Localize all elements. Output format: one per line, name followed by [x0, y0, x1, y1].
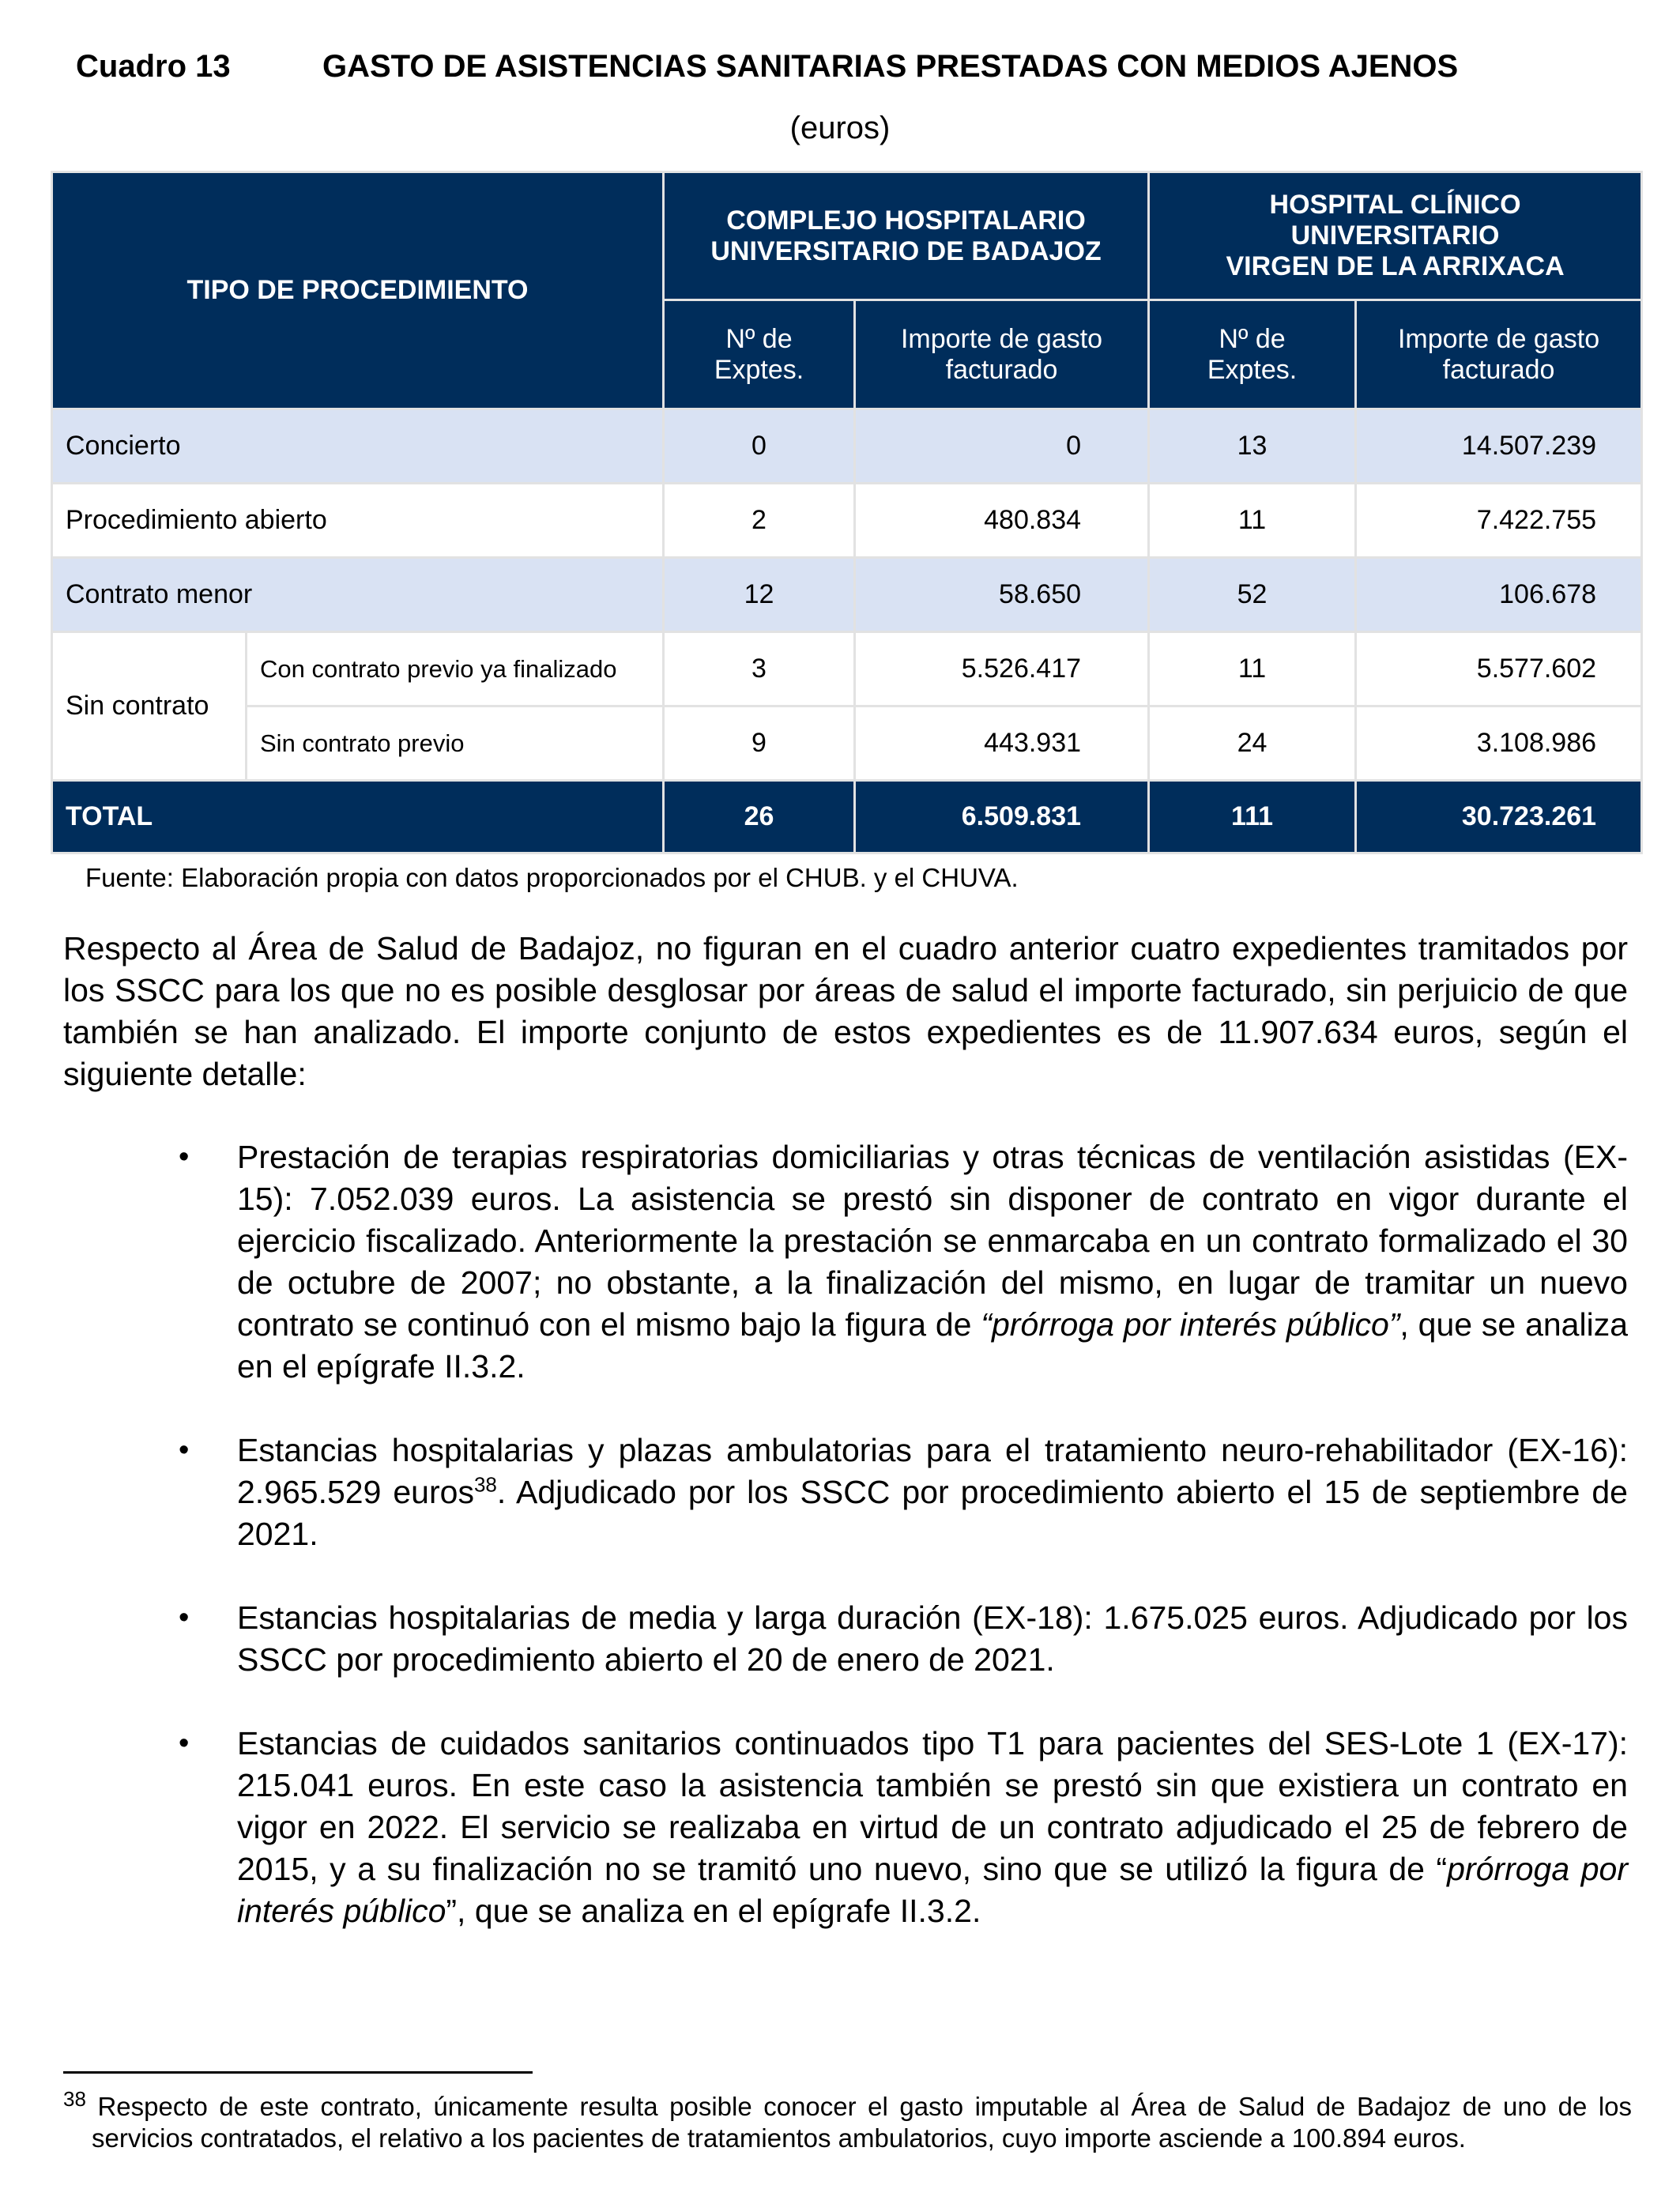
- bullet-icon: •: [179, 1434, 190, 1467]
- footnote-ref[interactable]: 38: [473, 1472, 497, 1497]
- expedientes-list: [63, 1136, 1628, 1974]
- total-imp2: 30.723.261: [1356, 781, 1642, 853]
- table-title: [76, 49, 1625, 85]
- cell-n1: 2: [664, 484, 855, 558]
- header-procedure-type: TIPO DE PROCEDIMIENTO: [52, 172, 664, 409]
- header-line: Importe de gasto: [900, 323, 1103, 354]
- header-num-expedientes-2: [1149, 300, 1356, 409]
- table-row: [52, 558, 1642, 632]
- row-label: Con contrato previo ya finalizado: [247, 632, 664, 706]
- row-label: Sin contrato previo: [247, 706, 664, 781]
- header-line: HOSPITAL CLÍNICO: [1269, 190, 1521, 220]
- expense-table: [51, 171, 1643, 854]
- item-text: , que se analiza en el epígrafe II.3.2.: [237, 1306, 1629, 1385]
- cell-n2: 24: [1149, 706, 1356, 781]
- cell-n1: 12: [664, 558, 855, 632]
- intro-paragraph: Respecto al Área de Salud de Badajoz, no figuran en el cuadro anterior cuatro expedientes tramitados por los SSCC para los que no es posible desglosar por áreas de salud el importe facturado, sin perjuicio de que también se han analizado. El importe conjunto de estos expedientes es de 11.907.634 euros, según el siguiente detalle:: [63, 930, 1628, 1092]
- bullet-icon: •: [179, 1140, 190, 1174]
- list-item: [63, 1723, 1628, 1932]
- row-label: Procedimiento abierto: [52, 484, 664, 558]
- header-line: Nº de: [1219, 323, 1286, 354]
- list-item: [63, 1430, 1628, 1555]
- item-text: Estancias de cuidados sanitarios continuados tipo T1 para pacientes del SES-Lote 1 (EX-17): 215.041 euros. En este caso la asistencia también se prestó sin que existiera un contrato en vigor en 2022. El servicio se realizaba en virtud de un contrato adjudicado el 25 de febrero de 2015, y a su finalización no se tramitó uno nuevo, sino que se utilizó la figura de “: [237, 1725, 1628, 1887]
- header-hospital-badajoz: [664, 172, 1149, 300]
- item-text: ”, que se analiza en el epígrafe II.3.2.: [446, 1893, 981, 1929]
- header-line: VIRGEN DE LA ARRIXACA: [1226, 251, 1565, 281]
- group-label: Sin contrato: [52, 632, 247, 781]
- cell-n2: 11: [1149, 484, 1356, 558]
- table-row: [52, 409, 1642, 484]
- table-row: [52, 632, 1642, 706]
- total-label: TOTAL: [52, 781, 664, 853]
- cell-imp2: 5.577.602: [1356, 632, 1642, 706]
- header-line: Importe de gasto: [1397, 323, 1600, 354]
- table-source: Fuente: Elaboración propia con datos proporcionados por el CHUB. y el CHUVA.: [85, 863, 1019, 892]
- cell-imp2: 106.678: [1356, 558, 1642, 632]
- list-item: [63, 1136, 1628, 1388]
- total-n1: 26: [664, 781, 855, 853]
- header-line: UNIVERSITARIO DE BADAJOZ: [710, 235, 1102, 266]
- cell-imp1: 5.526.417: [855, 632, 1149, 706]
- total-row: [52, 781, 1642, 853]
- item-italic: “prórroga por interés público”: [981, 1306, 1400, 1343]
- cell-n1: 3: [664, 632, 855, 706]
- cell-imp1: 58.650: [855, 558, 1149, 632]
- cell-n2: 52: [1149, 558, 1356, 632]
- cell-n2: 13: [1149, 409, 1356, 484]
- header-line: Exptes.: [1207, 354, 1298, 385]
- header-num-expedientes-1: [664, 300, 855, 409]
- header-line: Exptes.: [714, 354, 804, 385]
- cell-n1: 9: [664, 706, 855, 781]
- footnote-text: Respecto de este contrato, únicamente resulta posible conocer el gasto imputable al Área de Salud de Badajoz de uno de los servicios contratados, el relativo a los pacientes de tratamientos ambulatorios, cuyo importe asciende a 100.894 euros.: [92, 2092, 1633, 2153]
- header-line: facturado: [1442, 354, 1555, 385]
- cell-n1: 0: [664, 409, 855, 484]
- cell-imp1: 443.931: [855, 706, 1149, 781]
- header-line: UNIVERSITARIO: [1290, 220, 1500, 251]
- header-importe-1: [855, 300, 1149, 409]
- item-text: Prestación de terapias respiratorias domiciliarias y otras técnicas de ventilación asistidas (EX-15): 7.052.039 euros. La asistencia se prestó sin disponer de contrato en vigor durante el ejercicio fiscalizado. Anteriormente la prestación se enmarcaba en un contrato formalizado el 30 de octubre de 2007; no obstante, a la finalización del mismo, en lugar de tramitar un nuevo contrato se continuó con el mismo bajo la figura de: [237, 1139, 1628, 1343]
- table-title-text: GASTO DE ASISTENCIAS SANITARIAS PRESTADAS CON MEDIOS AJENOS: [322, 49, 1459, 84]
- item-italic: prórroga por interés público: [237, 1851, 1628, 1929]
- header-hospital-arrixaca: [1149, 172, 1642, 300]
- table-row: [52, 484, 1642, 558]
- bullet-icon: •: [179, 1601, 190, 1634]
- item-text: Estancias hospitalarias y plazas ambulatorias para el tratamiento neuro-rehabilitador (EX-16): 2.965.529 euros: [237, 1432, 1628, 1510]
- total-imp1: 6.509.831: [855, 781, 1149, 853]
- footnote-separator: [63, 2071, 533, 2074]
- list-item: [63, 1597, 1628, 1681]
- footnote-number: 38: [63, 2087, 86, 2111]
- item-text: Estancias hospitalarias de media y larga duración (EX-18): 1.675.025 euros. Adjudicado por los SSCC por procedimiento abierto el 20 de enero de 2021.: [237, 1599, 1628, 1678]
- bullet-icon: •: [179, 1727, 190, 1760]
- cell-imp2: 3.108.986: [1356, 706, 1642, 781]
- item-text: . Adjudicado por los SSCC por procedimiento abierto el 15 de septiembre de 2021.: [237, 1474, 1628, 1552]
- cell-imp1: 0: [855, 409, 1149, 484]
- total-n2: 111: [1149, 781, 1356, 853]
- table-row: [52, 706, 1642, 781]
- table-unit: (euros): [789, 111, 891, 145]
- cell-n2: 11: [1149, 632, 1356, 706]
- row-label: Contrato menor: [52, 558, 664, 632]
- cell-imp2: 7.422.755: [1356, 484, 1642, 558]
- header-line: Nº de: [725, 323, 793, 354]
- cell-imp1: 480.834: [855, 484, 1149, 558]
- row-label: Concierto: [52, 409, 664, 484]
- header-importe-2: [1356, 300, 1642, 409]
- header-line: COMPLEJO HOSPITALARIO: [726, 205, 1086, 235]
- cell-imp2: 14.507.239: [1356, 409, 1642, 484]
- footnote: [63, 2087, 1633, 2154]
- header-line: facturado: [945, 354, 1058, 385]
- table-number: Cuadro 13: [76, 49, 231, 84]
